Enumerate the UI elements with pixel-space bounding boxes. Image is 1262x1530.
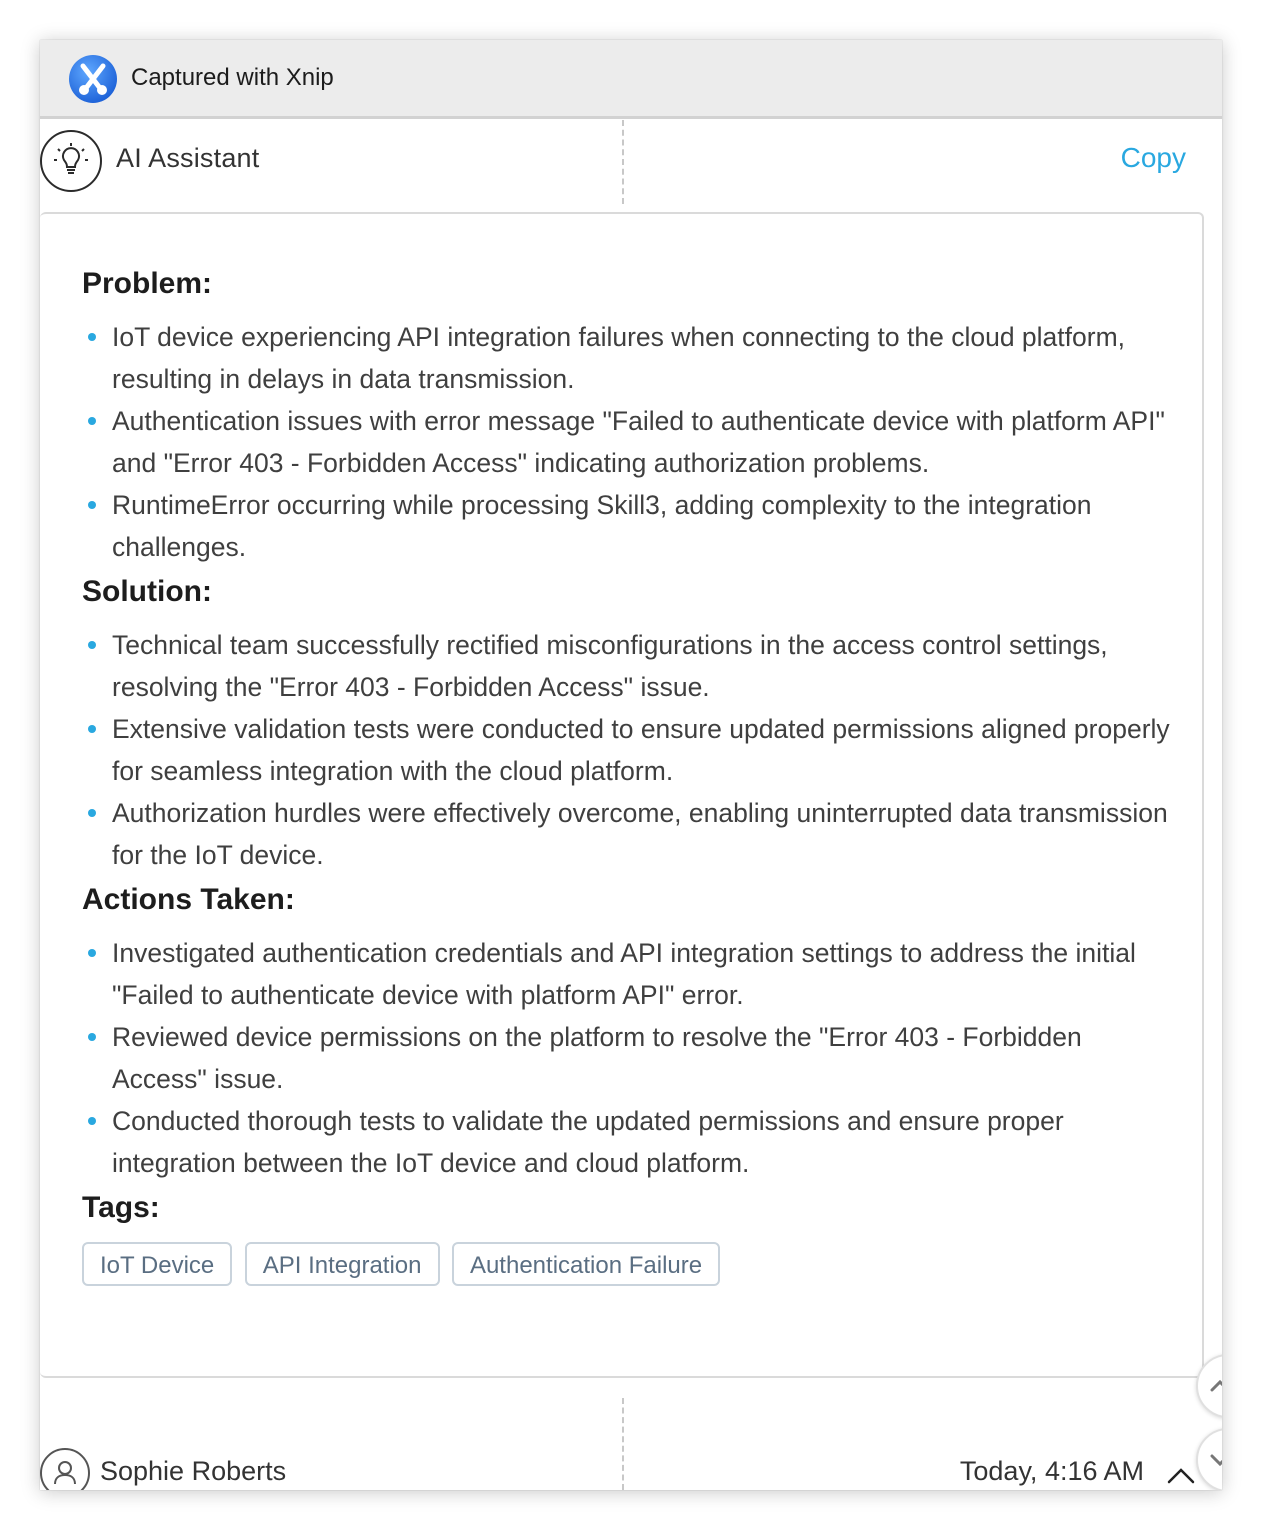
window-titlebar xyxy=(40,40,1222,119)
solution-list xyxy=(82,624,1172,876)
xnip-logo-icon xyxy=(68,54,118,104)
list-item: Extensive validation tests were conducted to ensure updated permissions aligned properly for seamless integration with the cloud platform. xyxy=(82,708,1172,792)
assistant-avatar xyxy=(40,130,102,192)
list-item: Authentication issues with error message "Failed to authenticate device with platform API" and "Error 403 - Forbidden Access" indicating authorization problems. xyxy=(82,400,1172,484)
message-timestamp: Today, 4:16 AM xyxy=(959,1456,1144,1486)
section-heading-tags: Tags: xyxy=(82,1191,160,1224)
scroll-up-button[interactable] xyxy=(1196,1354,1222,1418)
assistant-name: AI Assistant xyxy=(116,143,260,173)
problem-list xyxy=(82,316,1172,568)
user-icon xyxy=(42,1450,88,1490)
section-heading-actions: Actions Taken: xyxy=(82,883,295,916)
list-item: Technical team successfully rectified misconfigurations in the access control settings, resolving the "Error 403 - Forbidden Access" issue. xyxy=(82,624,1172,708)
list-item: IoT device experiencing API integration failures when connecting to the cloud platform, resulting in delays in data transmission. xyxy=(82,316,1172,400)
actions-list xyxy=(82,932,1172,1184)
section-heading-solution: Solution: xyxy=(82,575,212,608)
tag-chip[interactable]: API Integration xyxy=(245,1242,440,1286)
section-heading-problem: Problem: xyxy=(82,267,213,300)
copy-button[interactable]: Copy xyxy=(1120,142,1186,173)
lightbulb-icon xyxy=(42,132,100,190)
window-title: Captured with Xnip xyxy=(131,64,334,91)
summary-content xyxy=(82,262,1172,1290)
list-item: Investigated authentication credentials and API integration settings to address the initial "Failed to authenticate device with platform API" error. xyxy=(82,932,1172,1016)
app-window xyxy=(40,40,1222,1490)
list-item: RuntimeError occurring while processing Skill3, adding complexity to the integration challenges. xyxy=(82,484,1172,568)
chevron-up-icon xyxy=(1198,1356,1222,1416)
summary-card xyxy=(40,212,1204,1378)
divider-bottom xyxy=(622,1398,624,1490)
scroll-down-button[interactable] xyxy=(1196,1428,1222,1490)
list-item: Authorization hurdles were effectively overcome, enabling uninterrupted data transmission for the IoT device. xyxy=(82,792,1172,876)
user-name: Sophie Roberts xyxy=(100,1456,287,1486)
divider-top xyxy=(622,120,624,204)
tag-chip[interactable]: IoT Device xyxy=(82,1242,232,1286)
chevron-down-icon xyxy=(1198,1430,1222,1490)
list-item: Reviewed device permissions on the platform to resolve the "Error 403 - Forbidden Access" issue. xyxy=(82,1016,1172,1100)
list-item: Conducted thorough tests to validate the updated permissions and ensure proper integration between the IoT device and cloud platform. xyxy=(82,1100,1172,1184)
chevron-up-icon[interactable] xyxy=(1166,1460,1196,1490)
user-avatar xyxy=(40,1448,90,1490)
tag-chip[interactable]: Authentication Failure xyxy=(452,1242,720,1286)
tag-list xyxy=(82,1242,1172,1290)
